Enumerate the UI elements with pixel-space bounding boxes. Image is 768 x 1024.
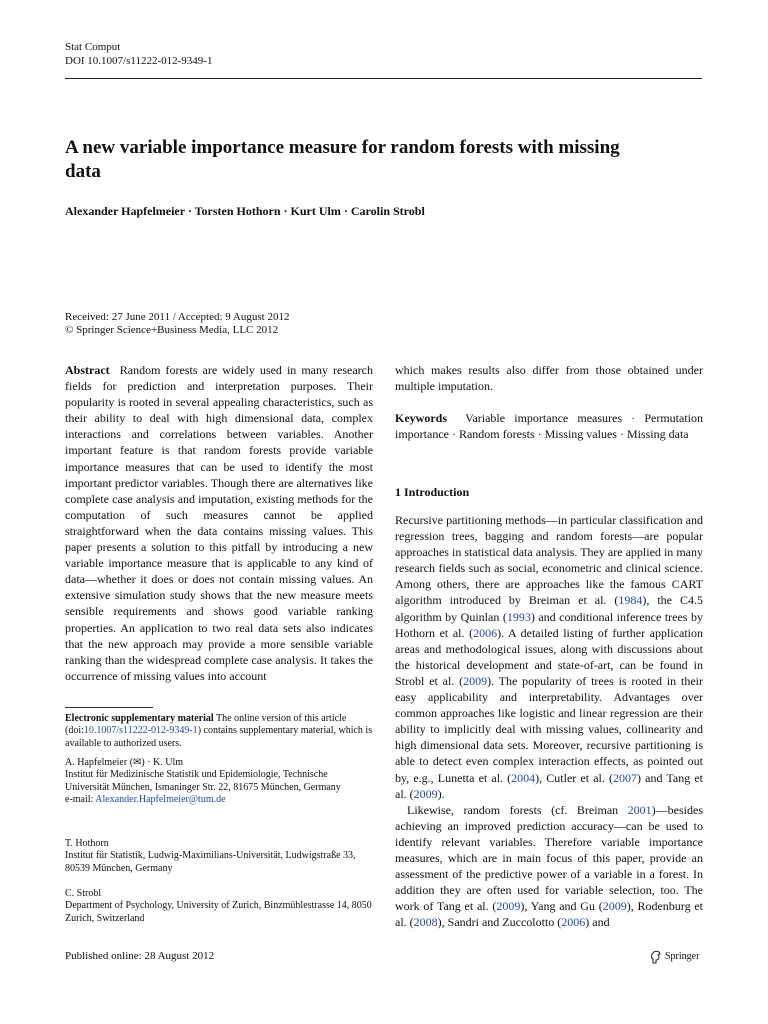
- affiliation-3: [65, 888, 373, 925]
- affiliation-address: Department of Psychology, University of Zurich, Binzmühlestrasse 14, 8050 Zurich, Switzerland: [65, 900, 372, 924]
- author-list: Alexander Hapfelmeier · Torsten Hothorn · Kurt Ulm · Carolin Strobl: [65, 204, 425, 218]
- paragraph-text: )—besides achieving an improved prediction accuracy—can be used to identify relevant variables. Therefore variable importance measures, which are in main focus of this paper, provide an assessment of the predictive power of a variable in a forest. In addition they are often used for variable selection, too. The work of Tang et al. (: [395, 802, 703, 914]
- citation-year-link[interactable]: 2007: [613, 770, 638, 785]
- supplementary-note: [65, 713, 373, 750]
- abstract-text: Random forests are widely used in many research fields for prediction and interpretation purposes. Their popularity is rooted in several appealing characteristics, such as their ability to deal with high dimensional data, complex interactions and correlations between variables. Another important feature is that random forests provide variable importance measures that can be used to identify the most important predictor variables. Though there are alternatives like complete case analysis and imputation, existing methods for the computation of such measures cannot be applied straightforward when the data contains missing values. This paper presents a solution to this pitfall by introducing a new variable importance measure that is applicable to any kind of data—whether it does or does not contain missing values. An extensive simulation study shows that the new measure meets sensible requirements and shows good variable ranking properties. An application to two real data sets also indicates that the new approach may provide a more sensible variable ranking than the widespread complete case analysis. It takes the occurrence of missing values into account: [65, 363, 373, 683]
- abstract-label: Abstract: [65, 363, 110, 377]
- doi-line: DOI 10.1007/s11222-012-9349-1: [65, 55, 213, 67]
- esm-text-1: The online version of this article (doi:: [65, 713, 347, 737]
- paragraph-text: Recursive partitioning methods—in particular classification and regression trees, bagging and random forests—are popular approaches in statistical data analysis. They are applied in many research fields such as social, econometric and clinical science. Among others, there are approaches like the famous CART algorithm introduced by Breiman et al. (: [395, 513, 703, 608]
- citation-year-link[interactable]: 2009: [496, 899, 521, 914]
- citation-year-link[interactable]: 1993: [506, 609, 531, 624]
- affiliation-names: A. Hapfelmeier (✉) · K. Ulm: [65, 757, 184, 768]
- citation-year-link[interactable]: 2001: [627, 802, 652, 817]
- paper-title: A new variable importance measure for random forests with missing data: [65, 137, 620, 182]
- affiliation-names: T. Hothorn: [65, 838, 109, 849]
- publisher-name: Springer: [665, 951, 700, 962]
- article-dates: [65, 311, 289, 337]
- citation-year-link[interactable]: 2008: [413, 915, 438, 930]
- esm-text-2: ) contains supplementary material, which is available to authorized users.: [65, 725, 373, 749]
- paragraph-text: ) and: [585, 915, 610, 930]
- intro-paragraph-2: [395, 802, 703, 931]
- copyright-line: © Springer Science+Business Media, LLC 2012: [65, 324, 279, 336]
- section-heading: 1 Introduction: [395, 485, 470, 499]
- journal-name: Stat Comput: [65, 41, 121, 53]
- header-rule: [65, 78, 702, 79]
- paragraph-text: ) and Tang et al. (: [395, 770, 703, 801]
- paragraph-text: ). A detailed listing of further application areas and methodological issues, along with discussions about the historical development and state-of-art, can be found in Strobl et al. (: [395, 625, 703, 688]
- email-label: e-mail:: [65, 794, 96, 806]
- citation-year-link[interactable]: 1984: [618, 593, 643, 608]
- keywords-text: Variable importance measures · Permutation importance · Random forests · Missing values · Missing data: [395, 411, 703, 442]
- running-header: [65, 40, 212, 68]
- citation-year-link[interactable]: 2006: [473, 625, 498, 640]
- citation-year-link[interactable]: 2009: [463, 673, 488, 688]
- affiliation-address: Institut für Medizinische Statistik und Epidemiologie, Technische Universität München, Ismaninger Str. 22, 81675 München, Germany: [65, 769, 341, 793]
- affiliation-email-line: [65, 794, 373, 806]
- esm-label: Electronic supplementary material: [65, 713, 214, 724]
- paragraph-text: ) and conditional inference trees by Hothorn et al. (: [395, 609, 703, 640]
- paragraph-text: ). The popularity of trees is rooted in their easy applicability and interpretability. Advantages over common approaches like logistic and linear regression are their ability to implicitly deal with missing values, collinearity and high dimensional data sets. Moreover, recursive partitioning is able to detect even complex interaction effects, as pointed out by, e.g., Lunetta et al. (: [395, 673, 703, 785]
- citation-year-link[interactable]: 2009: [413, 786, 438, 801]
- section-1: [395, 484, 703, 930]
- abstract: [65, 362, 373, 684]
- paragraph-text: ), the C4.5 algorithm by Quinlan (: [395, 593, 703, 624]
- received-accepted: Received: 27 June 2011 / Accepted: 9 August 2012: [65, 311, 290, 323]
- paragraph-text: ).: [437, 786, 445, 801]
- keywords-label: Keywords: [395, 411, 447, 425]
- paragraph-text: ), Yang and Gu (: [520, 899, 603, 914]
- author-email-link[interactable]: Alexander.Hapfelmeier@tum.de: [95, 794, 226, 806]
- citation-year-link[interactable]: 2009: [602, 899, 627, 914]
- affiliation-address: Institut für Statistik, Ludwig-Maximilians-Universität, Ludwigstraße 33, 80539 München, Germany: [65, 850, 356, 874]
- citation-year-link[interactable]: 2004: [511, 770, 536, 785]
- intro-paragraph-1: [395, 512, 703, 802]
- paragraph-text: Likewise, random forests (cf. Breiman: [407, 802, 628, 817]
- affiliation-1: [65, 757, 373, 807]
- paragraph-text: ), Sandri and Zuccolotto (: [437, 915, 562, 930]
- springer-knight-icon: [650, 950, 662, 964]
- citation-year-link[interactable]: 2006: [561, 915, 586, 930]
- paragraph-text: ), Cutler et al. (: [535, 770, 614, 785]
- affiliation-names: C. Strobl: [65, 888, 102, 899]
- affiliation-2: [65, 838, 373, 875]
- publisher-logo: [650, 950, 699, 964]
- published-date: Published online: 28 August 2012: [65, 950, 215, 962]
- footnote-rule: [65, 707, 153, 708]
- paragraph-text: ), Rodenburg et al. (: [395, 899, 703, 930]
- esm-doi-link[interactable]: 10.1007/s11222-012-9349-1: [83, 725, 198, 737]
- abstract-continuation: which makes results also differ from those obtained under multiple imputation.: [395, 363, 703, 394]
- keywords: [395, 410, 703, 442]
